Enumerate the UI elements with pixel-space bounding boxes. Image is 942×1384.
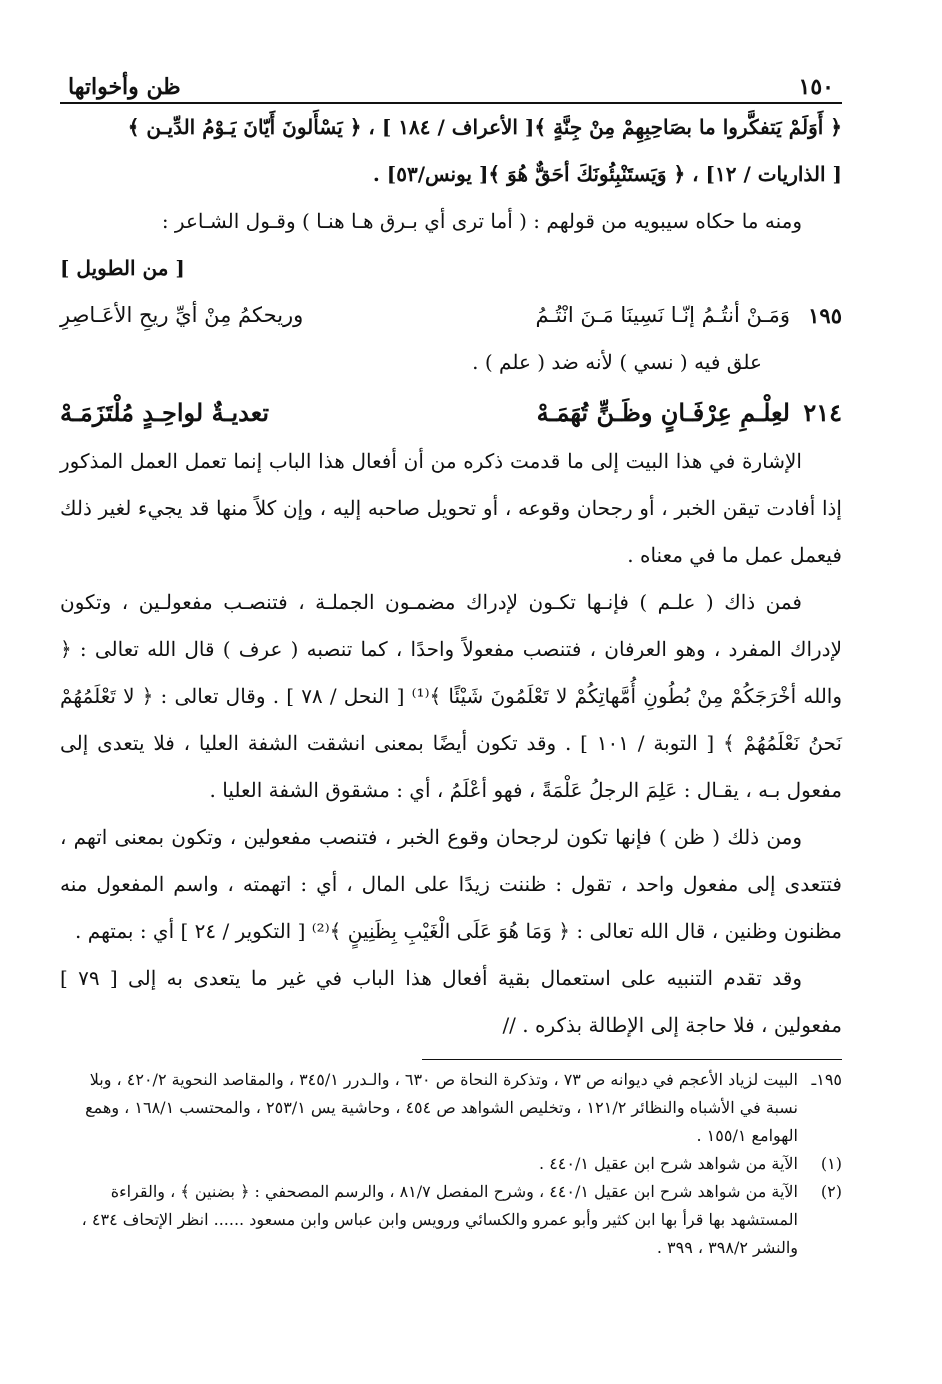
paragraph-closing: وقد تقدم التنبيه على استعمال بقية أفعال هذا الباب في غير ما يتعدى به إلى [ ٧٩ ] مفعولين ، فلا حاجة إلى الإطالة بذكره . // [60, 966, 842, 1037]
footnote-1 [60, 1150, 842, 1178]
book-page [60, 66, 842, 1366]
footnote-195 [60, 1066, 842, 1150]
footnote-text: الآية من شواهد شرح ابن عقيل ٤٤٠/١ ، وشرح المفصل ٨١/٧ ، والرسم المصحفي : ﴿ بضنين ﴾ ، والقراءة المستشهد بها قرأ بها ابن كثير وأبو عمرو والكسائي ورويس وابن عباس وابن مسعود ...... انظر الإتحاف ٤٣٤ ، والنشر ٣٩٨/٢ ، ٣٩٩ . [81, 1182, 798, 1257]
footnotes [60, 1066, 842, 1262]
paragraph-sibawayh: ومنه ما حكاه سيبويه من قولهم : ( أما ترى أي بـرق هـا هنـا ) وقـول الشـاعر : [161, 209, 802, 233]
footnote-mark: (١) [820, 1154, 842, 1173]
footnote-divider [422, 1059, 842, 1060]
meter-label: [ من الطويل ] [60, 256, 185, 280]
paragraph-alima: فمن ذاك ( علـم ) فإنـها تكـون لإدراك مضمـون الجملـة ، فتنصـب مفعولـين ، وتكون لإدراك المفرد ، وهو العرفان ، فتنصب مفعولاً واحدًا ، كما تنصبه ( عرف ) قال الله تعالى : ﴿ والله أخْرَجَكُمْ مِنْ بُطُونِ أُمَّهاتِكُمْ لا تَعْلَمُونَ شَيْئًا ﴾⁽¹⁾ [ النحل / ٧٨ ] . وقال تعالى : ﴿ لا تَعْلَمُهُمْ نَحنُ نَعْلَمُهُمْ ﴾ [ التوبة / ١٠١ ] . وقد تكون أيضًا بمعنى انشقت الشفة العليا ، فلا يتعدى إلى مفعول بـه ، يقـال : عَلِمَ الرجلُ عَلْمَةً ، فهو أعْلَمُ ، أي : مشقوق الشفة العليا . [60, 590, 843, 802]
verse-195 [60, 292, 842, 339]
footnote-text: الآية من شواهد شرح ابن عقيل ٤٤٠/١ . [539, 1154, 798, 1173]
verse-note: علق فيه ( نسي ) لأنه ضد ( علم ) . [472, 350, 762, 374]
footnote-text: البيت لزياد الأعجم في ديوانه ص ٧٣ ، وتذكرة النحاة ص ٦٣٠ ، والـدرر ٣٤٥/١ ، والمقاصد النحوية ٤٢٠/٢ ، وبلا نسبة في الأشباه والنظائر ١٢١/٢ ، وتخليص الشواهد ص ٤٥٤ ، وحاشية يس ٢٥٣/١ ، والمحتسب ١٦٨/١ ، وهمع الهوامع ١٥٥/١ . [85, 1070, 798, 1145]
main-text [60, 104, 842, 1049]
paragraph-explanation: الإشارة في هذا البيت إلى ما قدمت ذكره من أن أفعال هذا الباب إنما تعمل العمل المذكور إذا أفادت تيقن الخبر ، أو رجحان وقوعه ، أو تحويل صاحبه إليه ، وإن كلاً منها قد يجيء لغير ذلك فيعمل عمل ما في معناه . [60, 449, 842, 567]
verse-hemistich-2: وريحكمُ مِنْ أيِّ ريحِ الأعَـاصِرِ [60, 303, 304, 327]
quran-citation-line-2: [ الذاريات / ١٢] ، ﴿ وَيَستَنْبِئُونَكَ أحَقٌّ هُوَ ﴾[ يونس/٥٣] . [372, 162, 842, 186]
footnote-mark: (٢) [820, 1182, 842, 1201]
page-number: ١٥٠ [798, 74, 834, 100]
verse-number: ١٩٥ [808, 303, 842, 328]
chapter-title: ظن وأخواتها [68, 74, 181, 100]
alfiya-hemistich-1: لعِلْـمِ عِرْفَـانٍ وظَـنٍّ تُهَمَـهْ [536, 397, 790, 427]
running-head [60, 66, 842, 104]
footnote-2 [60, 1178, 842, 1262]
verse-hemistich-1: وَمَـنْ أنتُـمُ إنّـا نَسِينَا مَـنَ انْتُـمُ [535, 303, 790, 327]
paragraph-zanna: ومن ذلك ( ظن ) فإنها تكون لرجحان وقوع الخبر ، فتنصب مفعولين ، وتكون بمعنى اتهم ، فتتعدى إلى مفعول واحد ، تقول : ظننت زيدًا على المال ، أي : اتهمته ، واسم المفعول منه مظنون وظنين ، قال الله تعالى : ﴿ وَمَا هُوَ عَلَى الْغَيْبِ بِظَنِينٍ ﴾⁽²⁾ [ التكوير / ٢٤ ] أي : بمتهم . [60, 825, 842, 943]
alfiya-verse-214 [60, 386, 842, 438]
alfiya-number: ٢١٤ [803, 397, 842, 427]
quran-citation-line-1: ﴿ أَوَلَمْ يَتفكَّروا ما بصَاحِبِهِمْ مِنْ جِنَّةٍ ﴾[ الأعراف / ١٨٤ ] ، ﴿ يَسْأَلونَ أَيّانَ يَـوْمُ الدِّيـن ﴾ [127, 115, 842, 139]
footnote-mark: ١٩٥ـ [811, 1070, 842, 1089]
alfiya-hemistich-2: تعديـةٌ لواحِـدٍ مُلْتَزَمَـهْ [60, 397, 270, 427]
